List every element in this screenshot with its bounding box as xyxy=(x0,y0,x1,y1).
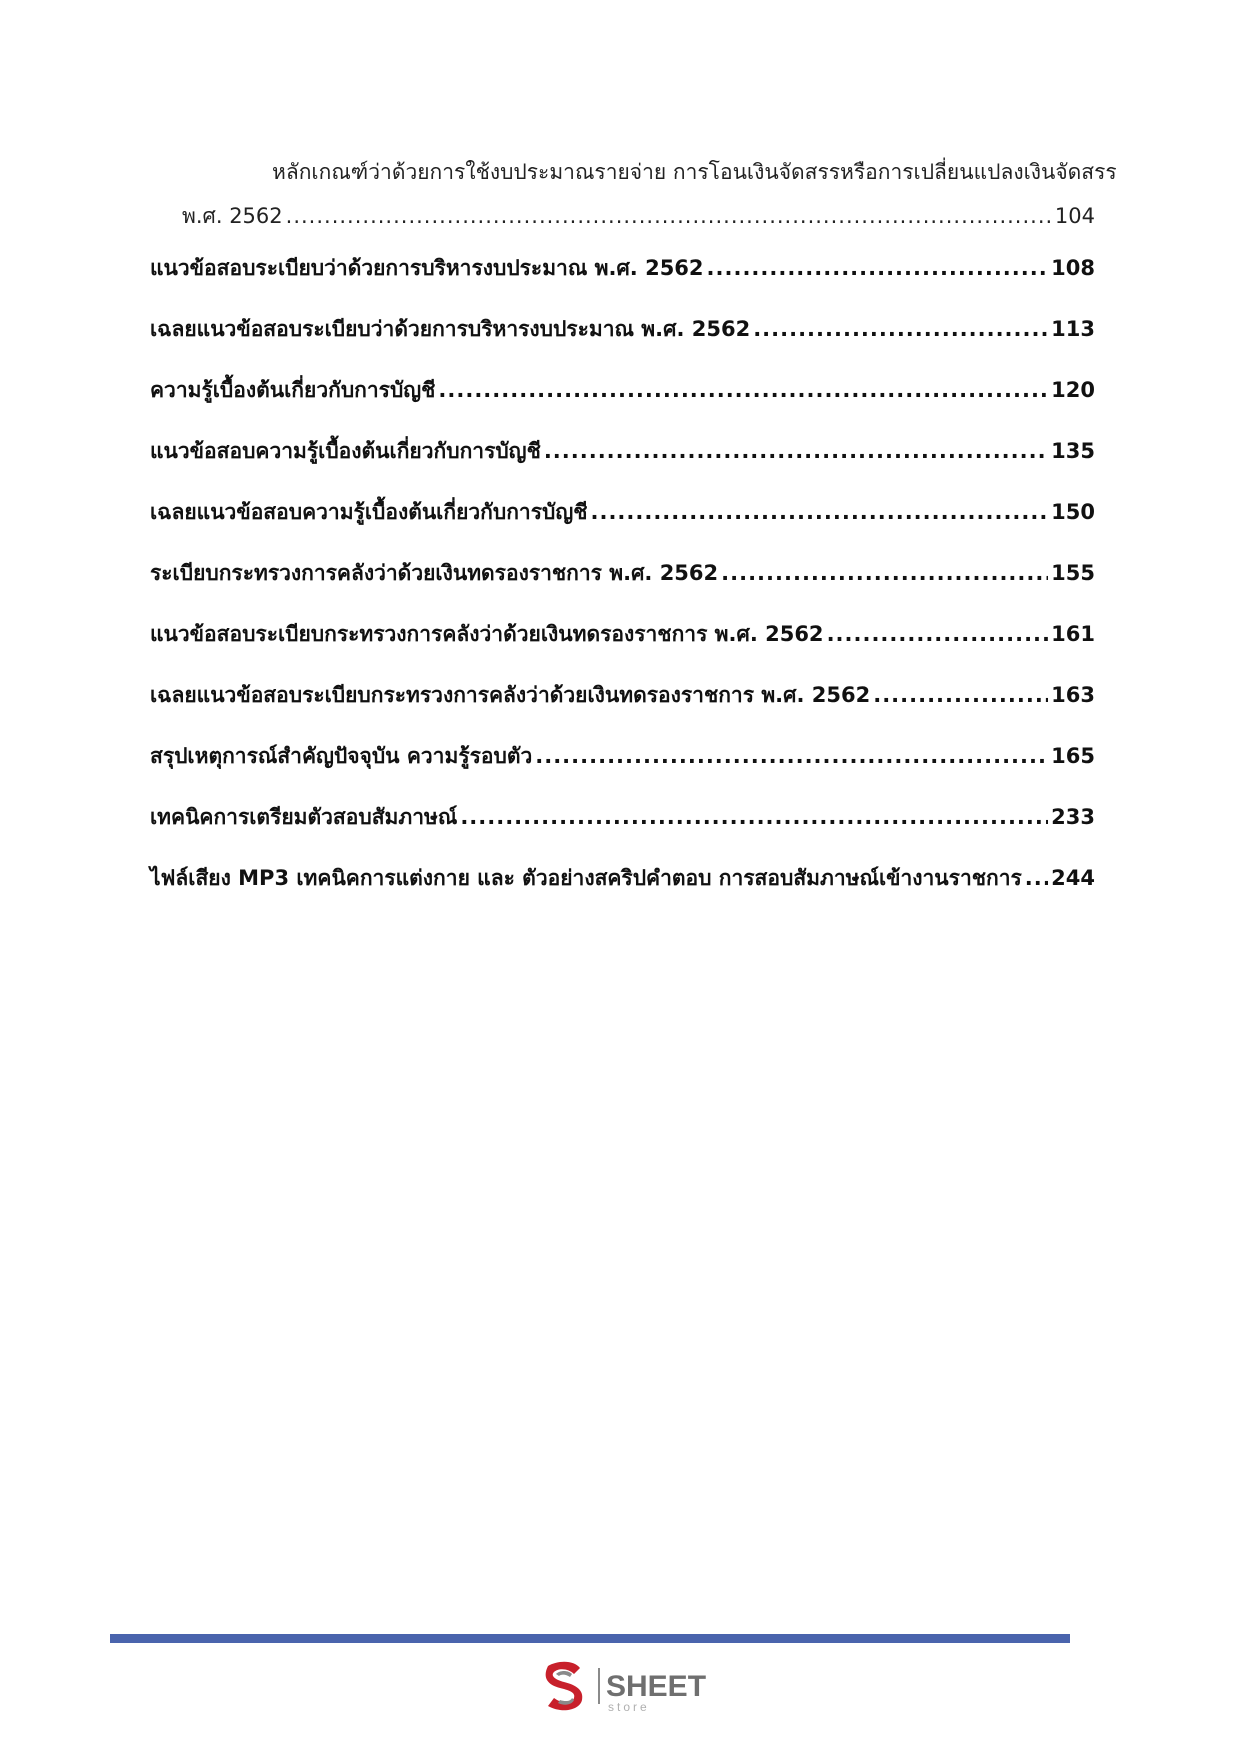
toc-entry-title: เฉลยแนวข้อสอบระเบียบกระทรวงการคลังว่าด้วยเงินทดรองราชการ พ.ศ. 2562 xyxy=(150,683,871,707)
toc-page-number: 113 xyxy=(1051,317,1095,341)
dot-leader xyxy=(721,543,1048,604)
toc-entry-title: ระเบียบกระทรวงการคลังว่าด้วยเงินทดรองราชการ พ.ศ. 2562 xyxy=(150,561,719,585)
dot-leader xyxy=(827,604,1049,665)
dot-leader xyxy=(460,787,1048,848)
toc-page-number: 161 xyxy=(1051,622,1095,646)
toc-entry[interactable] xyxy=(150,543,1095,604)
toc-entry-title: สรุปเหตุการณ์สำคัญปัจจุบัน ความรู้รอบตัว xyxy=(150,744,533,768)
toc-entry[interactable] xyxy=(150,787,1095,848)
toc-entry-title: เฉลยแนวข้อสอบระเบียบว่าด้วยการบริหารงบประมาณ พ.ศ. 2562 xyxy=(150,317,751,341)
dot-leader xyxy=(1025,848,1048,909)
toc-entry[interactable] xyxy=(150,238,1095,299)
toc-entry[interactable] xyxy=(150,665,1095,726)
footer-rule xyxy=(110,1634,1070,1643)
toc-entry[interactable] xyxy=(150,604,1095,665)
toc-entry[interactable] xyxy=(150,360,1095,421)
toc-entry-title: เทคนิคการเตรียมตัวสอบสัมภาษณ์ xyxy=(150,805,458,829)
toc-continuation-title: หลักเกณฑ์ว่าด้วยการใช้งบประมาณรายจ่าย การโอนเงินจัดสรรหรือการเปลี่ยนแปลงเงินจัดสรร xyxy=(272,160,1117,184)
sheet-store-logo xyxy=(540,1658,720,1714)
toc-page-number: 165 xyxy=(1051,744,1095,768)
toc-continuation-line[interactable] xyxy=(150,194,1095,238)
toc-entry[interactable] xyxy=(150,726,1095,787)
toc-page-number: 155 xyxy=(1051,561,1095,585)
toc-entry-title: แนวข้อสอบระเบียบกระทรวงการคลังว่าด้วยเงินทดรองราชการ พ.ศ. 2562 xyxy=(150,622,824,646)
toc-entry[interactable] xyxy=(150,299,1095,360)
toc-page-number: 120 xyxy=(1051,378,1095,402)
toc-entry-title: แนวข้อสอบความรู้เบื้องต้นเกี่ยวกับการบัญชี xyxy=(150,439,541,463)
table-of-contents xyxy=(150,150,1117,909)
dot-leader xyxy=(438,360,1048,421)
toc-page-number: 108 xyxy=(1051,256,1095,280)
toc-entry-title: เฉลยแนวข้อสอบความรู้เบื้องต้นเกี่ยวกับการบัญชี xyxy=(150,500,588,524)
logo-divider xyxy=(598,1668,600,1704)
dot-leader xyxy=(707,238,1049,299)
toc-page-number: 244 xyxy=(1051,866,1095,890)
dot-leader xyxy=(873,665,1048,726)
dot-leader xyxy=(590,482,1048,543)
toc-entry-title: แนวข้อสอบระเบียบว่าด้วยการบริหารงบประมาณ พ.ศ. 2562 xyxy=(150,256,704,280)
dot-leader xyxy=(286,194,1052,238)
logo-sub: store xyxy=(608,1700,650,1714)
toc-page-number: 104 xyxy=(1054,204,1095,228)
toc-entry[interactable] xyxy=(150,848,1095,909)
toc-page-number: 233 xyxy=(1051,805,1095,829)
toc-page-number: 163 xyxy=(1051,683,1095,707)
toc-entry-title: ไฟล์เสียง MP3 เทคนิคการแต่งกาย และ ตัวอย่างสคริปคำตอบ การสอบสัมภาษณ์เข้างานราชการ xyxy=(150,866,1022,890)
s-mark-icon xyxy=(546,1662,583,1711)
dot-leader xyxy=(544,421,1048,482)
dot-leader xyxy=(753,299,1048,360)
toc-entry[interactable] xyxy=(150,421,1095,482)
toc-entry-title: ความรู้เบื้องต้นเกี่ยวกับการบัญชี xyxy=(150,378,436,402)
logo-word: SHEET xyxy=(606,1670,707,1703)
toc-continuation-year: พ.ศ. 2562 xyxy=(182,204,283,228)
toc-page-number: 135 xyxy=(1051,439,1095,463)
toc-page-number: 150 xyxy=(1051,500,1095,524)
toc-entry[interactable] xyxy=(150,482,1095,543)
dot-leader xyxy=(535,726,1048,787)
